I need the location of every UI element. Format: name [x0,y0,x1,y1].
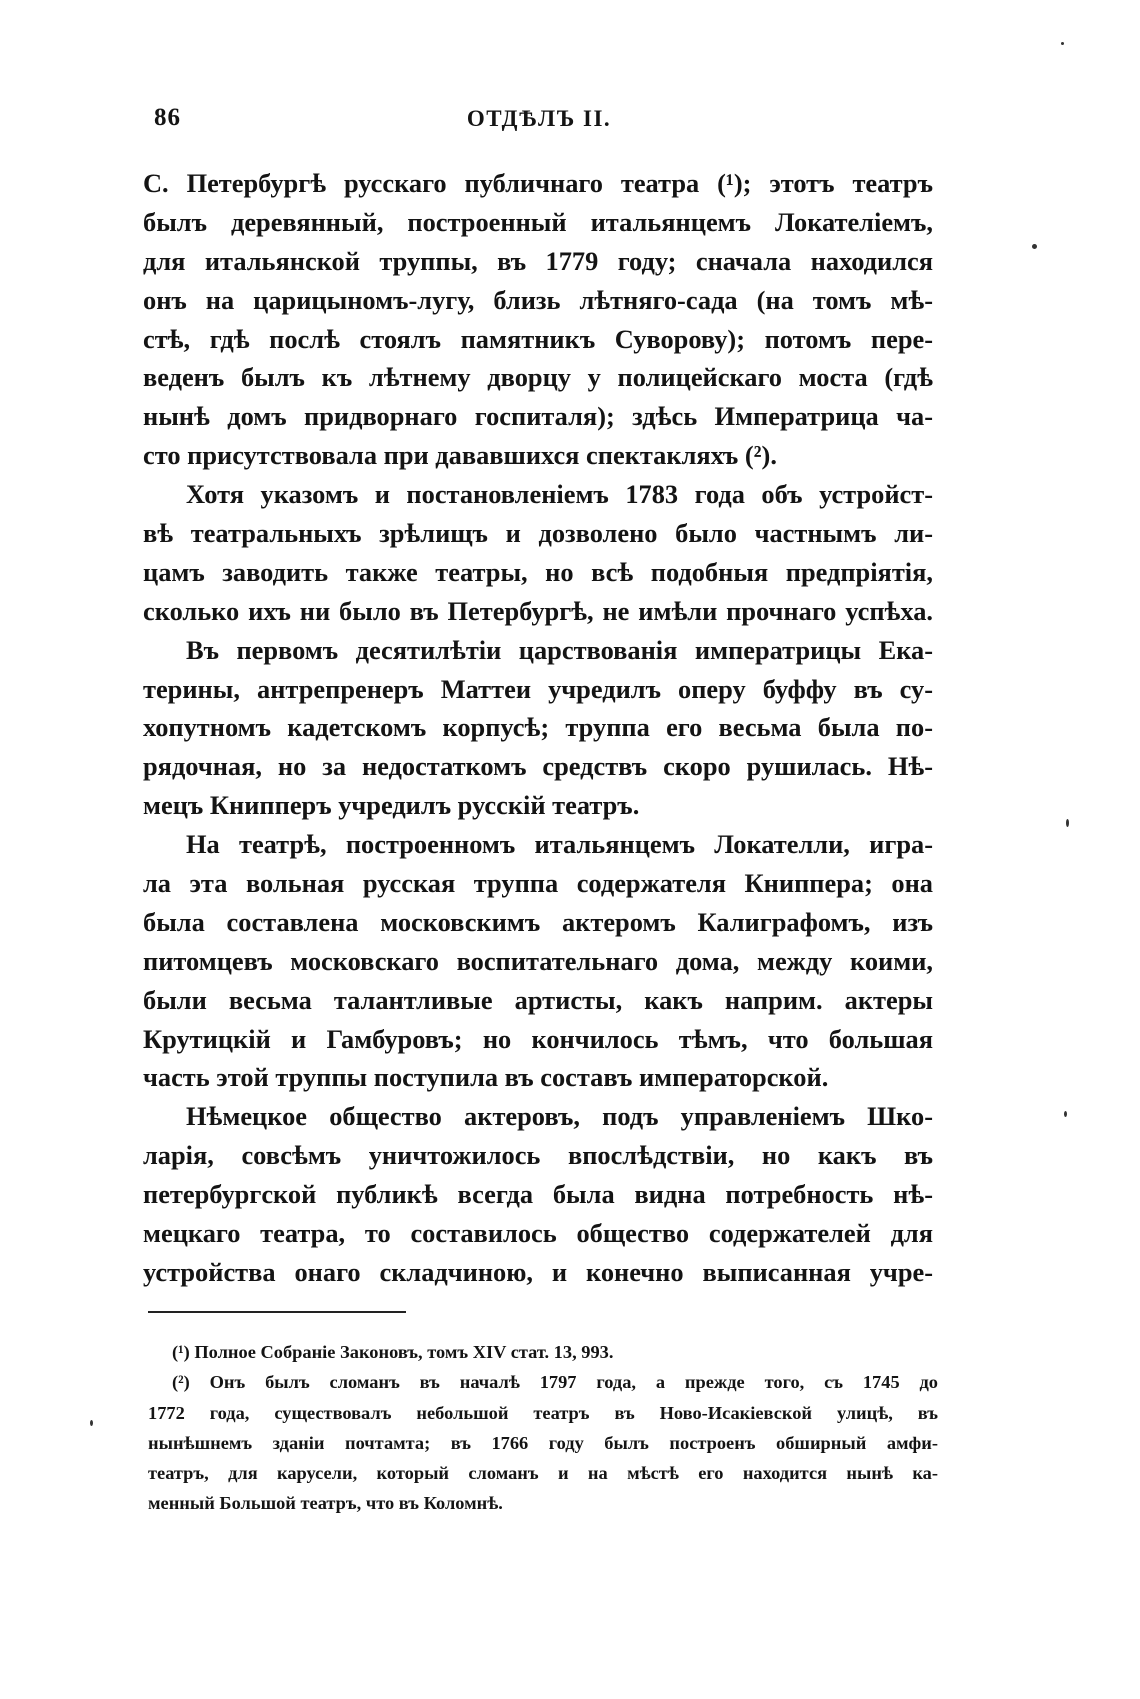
text-line: Хотя указомъ и постановленіемъ 1783 года объ устройст- [186,479,933,510]
text-line: былъ деревянный, построенный итальянцемъ Локателіемъ, [143,206,933,237]
text-line: цамъ заводить также театры, но всѣ подобныя предпріятія, [143,556,933,587]
text-line: мецкаго театра, то составилось общество содержателей для [143,1218,933,1249]
page-number: 86 [154,104,181,131]
text-line: была составлена московскимъ актеромъ Калиграфомъ, изъ [143,906,933,937]
text-line: питомцевъ московскаго воспитательнаго дома, между коими, [143,945,933,976]
text-line: ла эта вольная русская труппа содержателя Книппера; она [143,868,933,899]
text-line: часть этой труппы поступила въ составъ императорской. [143,1062,829,1093]
text-line: веденъ былъ къ лѣтнему дворцу у полицейскаго моста (гдѣ [143,362,933,393]
footnote-line: театръ, для карусели, который сломанъ и на мѣстѣ его находится нынѣ ка- [148,1463,938,1484]
text-line: сколько ихъ ни было въ Петербургѣ, не имѣли прочнаго успѣха. [143,595,933,626]
footnote-divider [148,1311,406,1313]
footnote-line: нынѣшнемъ зданіи почтамта; въ 1766 году былъ построенъ обширный амфи- [148,1432,938,1453]
text-line: стѣ, гдѣ послѣ стоялъ памятникъ Суворову); потомъ пере- [143,323,933,354]
text-line: онъ на царицыномъ-лугу, близь лѣтняго-сада (на томъ мѣ- [143,284,933,315]
text-line: вѣ театральныхъ зрѣлищъ и дозволено было частнымъ ли- [143,518,933,549]
scan-speck [1061,42,1064,45]
footnote-line: 1772 года, существовалъ небольшой театръ въ Ново-Исакіевской улицѣ, въ [148,1402,938,1423]
scan-speck [90,1420,93,1426]
text-line: Крутицкій и Гамбуровъ; но кончилось тѣмъ, что большая [143,1023,933,1054]
scan-speck [1032,244,1037,249]
text-line: петербургской публикѣ всегда была видна потребность нѣ- [143,1179,933,1210]
text-line: С. Петербургѣ русскаго публичнаго театра (¹); этотъ театръ [143,168,933,198]
text-line: для итальянской труппы, въ 1779 году; сначала находился [143,245,933,276]
page-header [148,104,930,144]
running-head: ОТДѢЛЪ II. [466,106,612,131]
footnotes [148,1337,938,1519]
text-line: нынѣ домъ придворнаго госпиталя); здѣсь Императрица ча- [143,401,933,432]
text-line: терины, антрепренеръ Маттеи учредилъ оперу буффу въ су- [143,673,933,704]
text-line: устройства онаго складчиною, и конечно выписанная учре- [143,1256,933,1287]
text-line: мецъ Книпперъ учредилъ русскій театръ. [143,790,640,821]
footnote-line: (¹) Полное Собраніе Законовъ, томъ XIV стат. 13, 993. [172,1342,614,1362]
text-line: хопутномъ кадетскомъ корпусѣ; труппа его весьма была по- [143,712,933,743]
scan-speck [1064,1111,1067,1117]
text-line: На театрѣ, построенномъ итальянцемъ Локателли, игра- [186,829,933,860]
text-line: сто присутствовала при дававшихся спектакляхъ (²). [143,440,777,471]
footnote-line: менный Большой театръ, что въ Коломнѣ. [148,1493,503,1514]
text-line: Въ первомъ десятилѣтіи царствованія императрицы Ека- [186,634,933,665]
text-line: ларія, совсѣмъ уничтожилось впослѣдствіи, но какъ въ [143,1140,933,1171]
text-line: Нѣмецкое общество актеровъ, подъ управленіемъ Шко- [186,1101,933,1132]
scan-speck [1066,819,1069,827]
body-text [143,164,933,1292]
footnote-line: (²) Онъ былъ сломанъ въ началѣ 1797 года, а прежде того, съ 1745 до [172,1372,938,1393]
text-line: были весьма талантливые артисты, какъ наприм. актеры [143,984,933,1015]
text-line: рядочная, но за недостаткомъ средствъ скоро рушилась. Нѣ- [143,751,933,782]
